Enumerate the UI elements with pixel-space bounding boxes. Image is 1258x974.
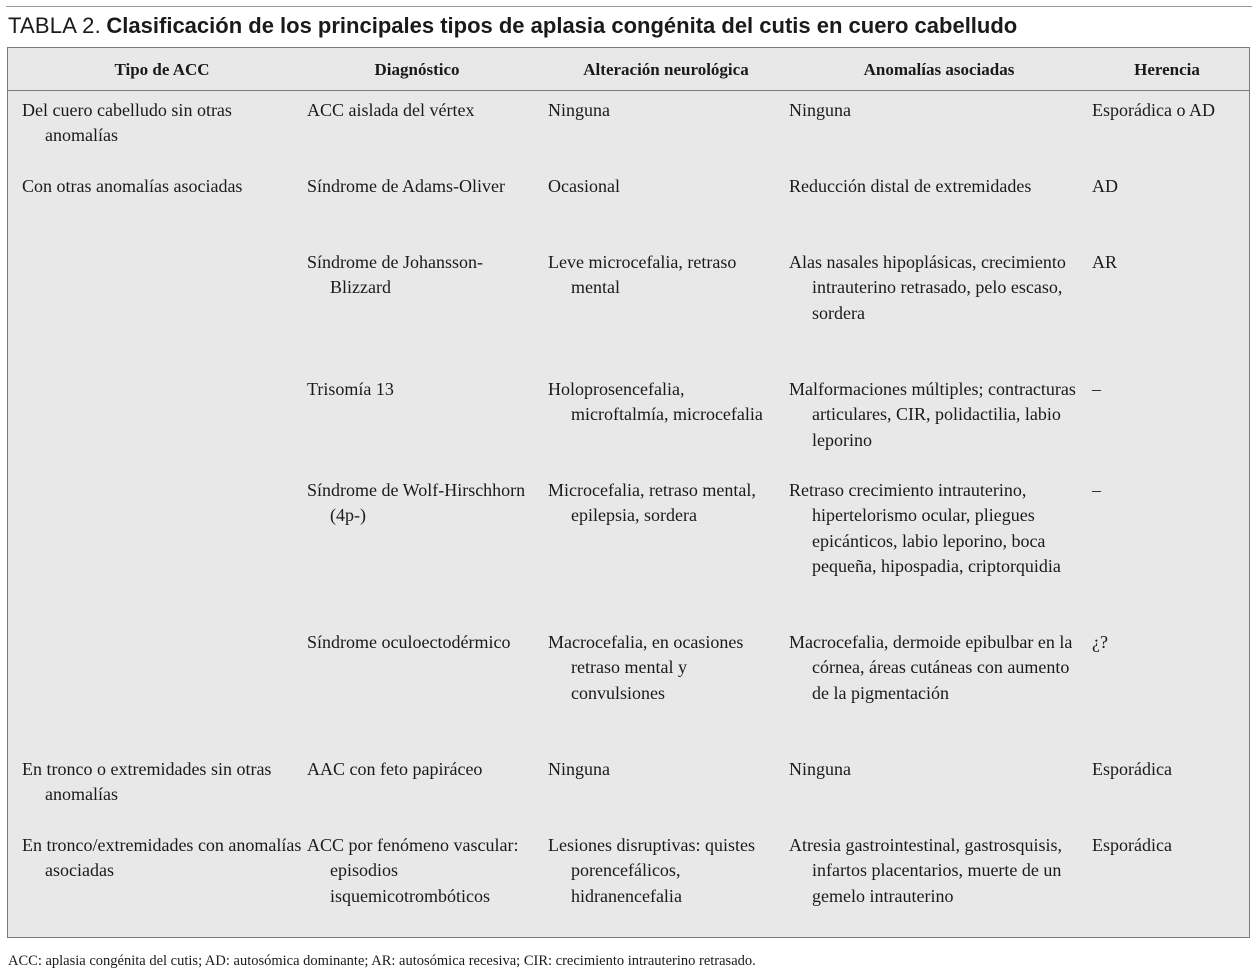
cell-diagnostico: AAC con feto papiráceo xyxy=(307,759,483,779)
table-header xyxy=(8,48,1249,91)
cell-anomalias: Macrocefalia, dermoide epibulbar en la córnea, áreas cutáneas con aumento de la pigmentación xyxy=(789,632,1073,703)
cell-diagnostico: ACC por fenómeno vascular: episodios isquemicotrombóticos xyxy=(307,835,519,906)
cell-herencia: Esporádica o AD xyxy=(1092,100,1215,120)
cell-herencia: Esporádica xyxy=(1092,759,1172,779)
table-footnote: ACC: aplasia congénita del cutis; AD: autosómica dominante; AR: autosómica recesiva; CIR: crecimiento intrauterino retrasado. xyxy=(8,953,756,969)
table-caption: Clasificación de los principales tipos de aplasia congénita del cutis en cuero cabelludo xyxy=(106,13,1018,38)
cell-anomalias: Malformaciones múltiples; contracturas articulares, CIR, polidactilia, labio leporino xyxy=(789,379,1076,450)
cell-diagnostico: Síndrome de Adams-Oliver xyxy=(307,176,505,196)
cell-tipo: Del cuero cabelludo sin otras anomalías xyxy=(22,100,232,146)
cell-alteracion: Ninguna xyxy=(548,100,610,120)
cell-diagnostico: Trisomía 13 xyxy=(307,379,394,399)
cell-alteracion: Leve microcefalia, retraso mental xyxy=(548,252,737,298)
cell-alteracion: Microcefalia, retraso mental, epilepsia, sordera xyxy=(548,480,756,526)
cell-alteracion: Ninguna xyxy=(548,759,610,779)
cell-diagnostico: Síndrome de Johansson-Blizzard xyxy=(307,252,483,298)
cell-herencia: AD xyxy=(1092,176,1118,196)
cell-diagnostico: Síndrome de Wolf-Hirschhorn (4p-) xyxy=(307,480,526,526)
cell-tipo: En tronco/extremidades con anomalías asociadas xyxy=(22,835,302,881)
cell-alteracion: Lesiones disruptivas: quistes porencefálicos, hidranencefalia xyxy=(548,835,755,906)
cell-anomalias: Alas nasales hipoplásicas, crecimiento intrauterino retrasado, pelo escaso, sordera xyxy=(789,252,1066,323)
cell-herencia: AR xyxy=(1092,252,1118,272)
cell-anomalias: Ninguna xyxy=(789,100,851,120)
header-diagnostico: Diagnóstico xyxy=(374,60,460,79)
cell-alteracion: Macrocefalia, en ocasiones retraso mental y convulsiones xyxy=(548,632,744,703)
table-title xyxy=(8,12,1248,40)
cell-herencia: – xyxy=(1092,379,1101,399)
classification-table xyxy=(7,47,1250,938)
cell-tipo: En tronco o extremidades sin otras anomalías xyxy=(22,759,272,805)
cell-anomalias: Reducción distal de extremidades xyxy=(789,176,1032,196)
cell-diagnostico: Síndrome oculoectodérmico xyxy=(307,632,511,652)
top-rule xyxy=(6,6,1252,7)
header-tipo: Tipo de ACC xyxy=(114,60,210,79)
cell-herencia: – xyxy=(1092,480,1101,500)
cell-tipo: Con otras anomalías asociadas xyxy=(22,176,243,196)
cell-anomalias: Retraso crecimiento intrauterino, hipertelorismo ocular, pliegues epicánticos, labio leporino, boca pequeña, hipospadia, criptorquidia xyxy=(789,480,1061,576)
header-herencia: Herencia xyxy=(1134,60,1200,79)
cell-anomalias: Atresia gastrointestinal, gastrosquisis, infartos placentarios, muerte de un gemelo intrauterino xyxy=(789,835,1062,906)
cell-herencia: Esporádica xyxy=(1092,835,1172,855)
header-alteracion: Alteración neurológica xyxy=(583,60,749,79)
table-label: TABLA 2. xyxy=(8,13,101,38)
cell-herencia: ¿? xyxy=(1092,632,1108,652)
cell-anomalias: Ninguna xyxy=(789,759,851,779)
cell-alteracion: Ocasional xyxy=(548,176,620,196)
cell-alteracion: Holoprosencefalia, microftalmía, microcefalia xyxy=(548,379,763,425)
header-anomalias: Anomalías asociadas xyxy=(863,60,1015,79)
cell-diagnostico: ACC aislada del vértex xyxy=(307,100,475,120)
